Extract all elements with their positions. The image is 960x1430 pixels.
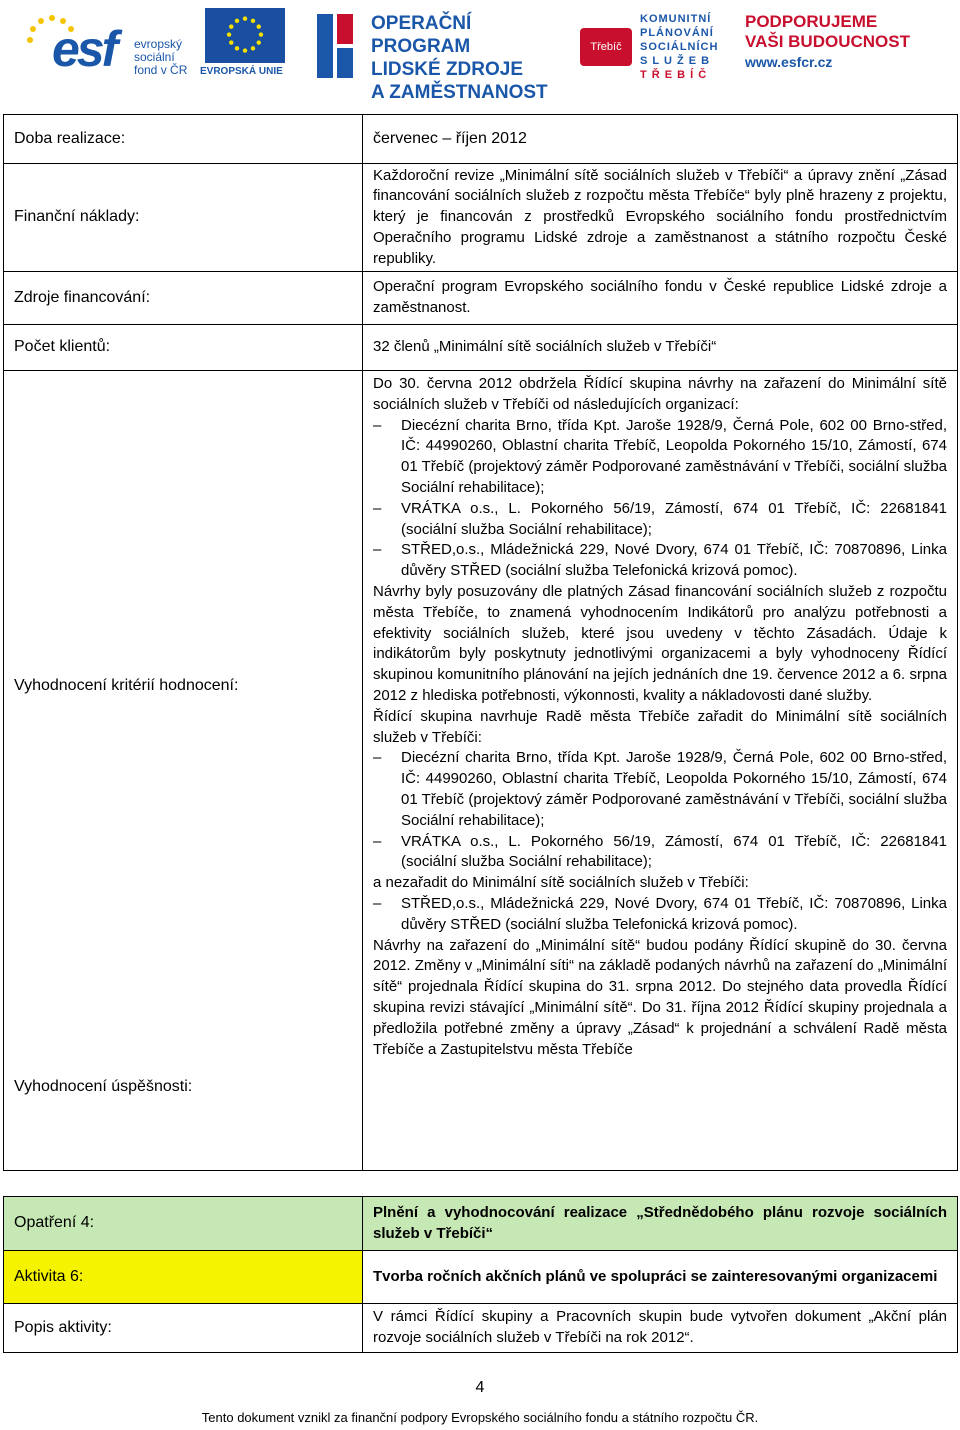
- kpss-line: PLÁNOVÁNÍ: [640, 27, 714, 39]
- uspesnost-text: Návrhy na zařazení do „Minimální sítě“ budou podány Řídící skupině do 30. června 2012. Změny v „Minimální síti“ na základě podaných návrhů na zařazení do „Minimální sítě“ projednala Řídící skupina do 31. srpna 2012. Do stejného data provedla Řídící skupina revizi stávající „Minimální sítě“. Do 31. října 2012 Řídící skupiny projednala a předložila potřebné změny a úpravy „Zásad“ k projednání a schválení Radě města Třebíče a Zastupitelstvu města Třebíče: [373, 936, 947, 1058]
- label-vyhodnoceni-uspesnosti: Vyhodnocení úspěšnosti:: [14, 1077, 193, 1095]
- kpss-line: KOMUNITNÍ: [640, 13, 712, 25]
- list-item-text: STŘED,o.s., Mládežnická 229, Nové Dvory, 674 01 Třebíč, IČ: 70870896, Linka důvěry STŘED (sociální služba Telefonická krizová pomoc).: [401, 894, 947, 933]
- dash-bullet: –: [373, 832, 382, 850]
- slogan-line: VAŠI BUDOUCNOST: [745, 32, 910, 51]
- kpss-line: S L U Ž E B: [640, 55, 711, 67]
- label-aktivita: Aktivita 6:: [4, 1251, 363, 1304]
- table-row: [4, 272, 958, 325]
- slogan-line: PODPORUJEME: [745, 12, 878, 31]
- op-line: LIDSKÉ ZDROJE: [371, 59, 524, 80]
- value-financni-naklady: Každoroční revize „Minimální sítě sociálních služeb v Třebíči“ a úpravy znění „Zásad financování sociálních služeb z rozpočtu města Třebíče“ byly plně hrazeny z projektu, který je financován z prostředků Evropského sociálního fondu prostřednictvím Operačního programu Lidské zdroje a zaměstnanost a státního rozpočtu České republiky.: [363, 164, 958, 272]
- eu-flag-icon: [205, 8, 285, 63]
- kpss-text: [640, 12, 718, 82]
- list-item: [373, 416, 947, 499]
- value-doba-realizace: červenec – říjen 2012: [363, 115, 958, 164]
- value-opatreni: Plnění a vyhodnocování realizace „Střednědobého plánu rozvoje sociálních služeb v Třebíči“: [363, 1197, 958, 1251]
- dash-bullet: –: [373, 499, 382, 517]
- esf-caption-line: evropský: [134, 37, 183, 51]
- esf-caption-line: sociální: [134, 50, 175, 64]
- dash-bullet: –: [373, 541, 382, 559]
- esf-letters: esf: [52, 21, 116, 77]
- label-vyhodnoceni: [4, 371, 363, 1171]
- list-item: [373, 748, 947, 831]
- value-vyhodnoceni: [363, 371, 958, 1171]
- dash-bullet: –: [373, 894, 382, 912]
- measure-table: [3, 1196, 958, 1353]
- label-pocet-klientu: Počet klientů:: [4, 325, 363, 371]
- footer-note: Tento dokument vznikl za finanční podpory Evropského sociálního fondu a státního rozpočtu ČR.: [201, 1410, 759, 1425]
- op-line: A ZAMĚSTNANOST: [371, 82, 548, 103]
- kriteria-para2: Návrhy byly posuzovány dle platných Zásad financování sociálních služeb z rozpočtu města Třebíče, to znamená vyhodnocením Indikátorů pro analýzu potřebnosti a efektivity sociálních služeb, které jsou uvedeny v těchto Zásadách. Údaje k indikátorům byly poskytnuty jednotlivými organizacemi a byly vyhodnoceny Řídící skupinou komunitního plánování na jejích jednáních dne 19. července 2012 a 6. srpna 2012 z hlediska potřebnosti, výkonnosti, kvality a nákladovosti dané služby.: [373, 582, 947, 704]
- value-popis-aktivity: V rámci Řídící skupiny a Pracovních skupin bude vytvořen dokument „Akční plán rozvoje sociálních služeb v Třebíči na rok 2012“.: [363, 1304, 958, 1353]
- logo-band: [0, 0, 960, 103]
- esf-caption-line: fond v ČR: [134, 63, 188, 77]
- op-line: OPERAČNÍ PROGRAM: [371, 13, 472, 57]
- label-doba-realizace: Doba realizace:: [4, 115, 363, 164]
- list-item: [373, 540, 947, 582]
- label-financni-naklady: Finanční náklady:: [4, 164, 363, 272]
- table-row: [4, 1197, 958, 1251]
- kriteria-para4: a nezařadit do Minimální sítě sociálních služeb v Třebíči:: [373, 874, 749, 892]
- kpss-line: T Ř E B Í Č: [640, 69, 708, 81]
- list-item-text: VRÁTKA o.s., L. Pokorného 56/19, Zámostí, 674 01 Třebíč, IČ: 22681841 (sociální služba Sociální rehabilitace);: [401, 832, 947, 871]
- page-number: 4: [475, 1379, 485, 1396]
- label-vyhodnoceni-kriterii: Vyhodnocení kritérií hodnocení:: [14, 677, 239, 694]
- kriteria-para3: Řídící skupina navrhuje Radě města Třebíče zařadit do Minimální sítě sociálních služeb v Třebíči:: [373, 707, 947, 746]
- value-aktivita: Tvorba ročních akčních plánů ve spolupráci se zainteresovanými organizacemi: [363, 1251, 958, 1304]
- kpss-logo: [580, 10, 740, 80]
- table-row: [4, 371, 958, 1171]
- activity-table: [3, 114, 958, 1171]
- table-row: [4, 325, 958, 371]
- list-item-text: VRÁTKA o.s., L. Pokorného 56/19, Zámostí, 674 01 Třebíč, IČ: 22681841 (sociální služba Sociální rehabilitace);: [401, 499, 947, 538]
- list-item: [373, 499, 947, 541]
- value-zdroje-financovani: Operační program Evropského sociálního fondu v České republice Lidské zdroje a zaměstnanost.: [363, 272, 958, 325]
- trebic-badge: Třebíč: [580, 28, 632, 66]
- label-zdroje-financovani: Zdroje financování:: [4, 272, 363, 325]
- podporujeme-logo: [745, 12, 955, 82]
- op-lzz-logo: [315, 8, 565, 103]
- list-item-text: STŘED,o.s., Mládežnická 229, Nové Dvory, 674 01 Třebíč, IČ: 70870896, Linka důvěry STŘED (sociální služba Telefonická krizová pomoc).: [401, 541, 947, 580]
- table-row: [4, 1304, 958, 1353]
- label-opatreni: Opatření 4:: [4, 1197, 363, 1251]
- list-item: [373, 894, 947, 936]
- esf-logo: [22, 10, 197, 80]
- dash-bullet: –: [373, 749, 382, 767]
- table-row: [4, 115, 958, 164]
- table-row: [4, 164, 958, 272]
- list-item-text: Diecézní charita Brno, třída Kpt. Jaroše 1928/9, Černá Pole, 602 00 Brno-střed, IČ: 44990260, Oblastní charita Třebíč, Leopolda Pokorného 15/10, Zámostí, 674 01 Třebíč (projektový záměr Podporované zaměstnávání v Třebíči, sociální služba Sociální rehabilitace);: [401, 416, 947, 496]
- kpss-line: SOCIÁLNÍCH: [640, 41, 719, 53]
- eu-caption: EVROPSKÁ UNIE: [200, 66, 283, 77]
- op-people-icon: [315, 12, 357, 80]
- dash-bullet: –: [373, 416, 382, 434]
- kriteria-intro: Do 30. června 2012 obdržela Řídící skupina návrhy na zařazení do Minimální sítě sociálních služeb v Třebíči od následujících organizací:: [373, 375, 947, 413]
- label-popis-aktivity: Popis aktivity:: [4, 1304, 363, 1353]
- esfcr-url: www.esfcr.cz: [745, 54, 833, 70]
- table-row: [4, 1251, 958, 1304]
- esf-caption: [134, 38, 187, 77]
- value-pocet-klientu: 32 členů „Minimální sítě sociálních služeb v Třebíči“: [363, 325, 958, 371]
- list-item: [373, 832, 947, 874]
- op-lzz-text: [371, 12, 565, 104]
- list-item-text: Diecézní charita Brno, třída Kpt. Jaroše 1928/9, Černá Pole, 602 00 Brno-střed, IČ: 44990260, Oblastní charita Třebíč, Leopolda Pokorného 15/10, Zámostí, 674 01 Třebíč (projektový záměr Podporované zaměstnávání v Třebíči, sociální služba Sociální rehabilitace);: [401, 749, 947, 829]
